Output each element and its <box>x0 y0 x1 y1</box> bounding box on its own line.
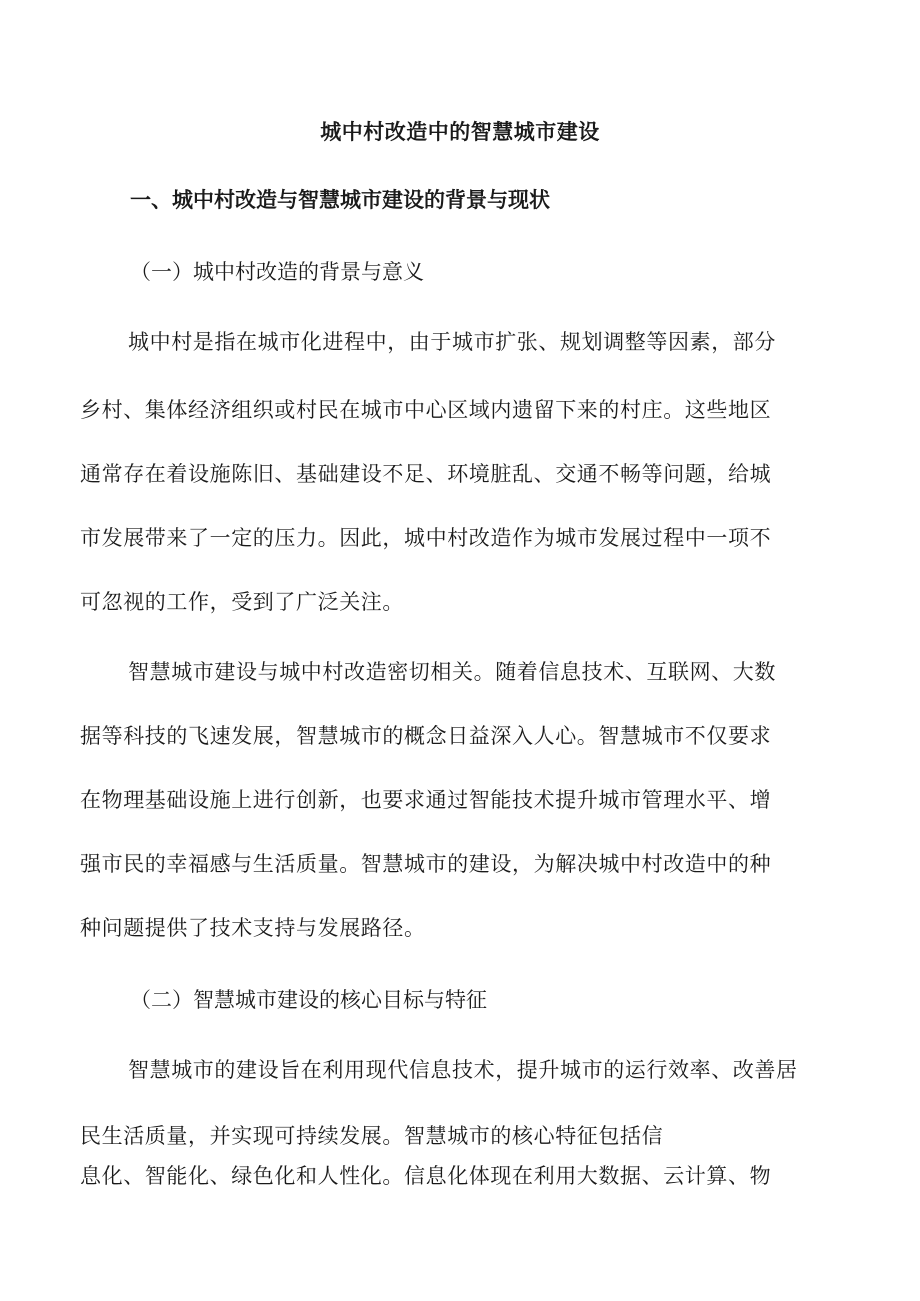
paragraph-line: 城中村是指在城市化进程中，由于城市扩张、规划调整等因素，部分 <box>128 330 776 354</box>
paragraph-line: 据等科技的飞速发展，智慧城市的概念日益深入人心。智慧城市不仅要求 <box>80 724 772 748</box>
paragraph-line: 种问题提供了技术支持与发展路径。 <box>80 916 426 940</box>
paragraph-line: 强市民的幸福感与生活质量。智慧城市的建设，为解决城中村改造中的种 <box>80 852 772 876</box>
paragraph-line: 息化、智能化、绿色化和人性化。信息化体现在利用大数据、云计算、物 <box>80 1164 772 1188</box>
paragraph-line: 在物理基础设施上进行创新，也要求通过智能技术提升城市管理水平、增 <box>80 788 772 812</box>
paragraph-line: 乡村、集体经济组织或村民在城市中心区域内遗留下来的村庄。这些地区 <box>80 398 772 422</box>
paragraph-line: 市发展带来了一定的压力。因此，城中村改造作为城市发展过程中一项不 <box>80 526 772 550</box>
paragraph-line: 可忽视的工作，受到了广泛关注。 <box>80 590 404 614</box>
section-heading-1: 一、城中村改造与智慧城市建设的背景与现状 <box>130 187 550 212</box>
subsection-heading-2: （二）智慧城市建设的核心目标与特征 <box>130 988 487 1012</box>
paragraph-line: 民生活质量，并实现可持续发展。智慧城市的核心特征包括信 <box>80 1124 664 1148</box>
paragraph-line: 智慧城市建设与城中村改造密切相关。随着信息技术、互联网、大数 <box>128 660 776 684</box>
subsection-heading-1: （一）城中村改造的背景与意义 <box>130 260 424 284</box>
paragraph-line: 智慧城市的建设旨在利用现代信息技术，提升城市的运行效率、改善居 <box>128 1058 798 1082</box>
paragraph-line: 通常存在着设施陈旧、基础建设不足、环境脏乱、交通不畅等问题，给城 <box>80 462 772 486</box>
document-title: 城中村改造中的智慧城市建设 <box>320 119 600 144</box>
